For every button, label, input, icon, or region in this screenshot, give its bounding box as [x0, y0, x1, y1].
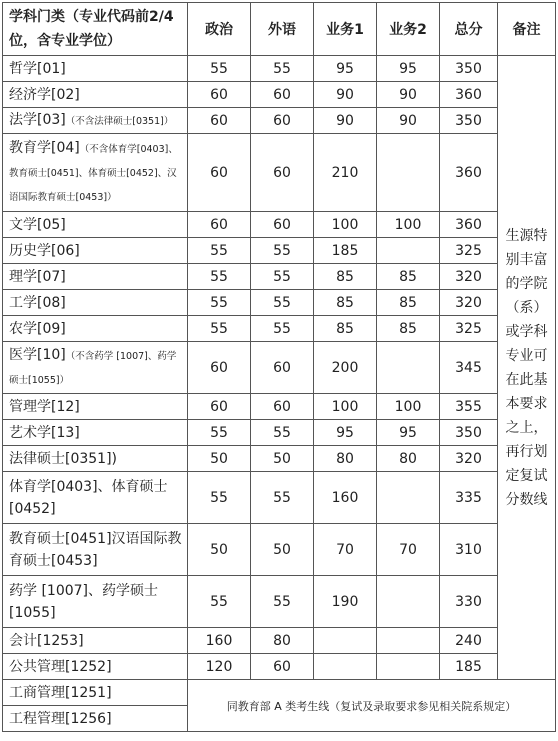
business-1-cell: 90 [314, 108, 377, 134]
politics-cell: 55 [188, 290, 251, 316]
business-1-cell: 85 [314, 264, 377, 290]
score-table-container [2, 2, 556, 732]
business-2-cell [377, 576, 440, 628]
business-1-cell: 190 [314, 576, 377, 628]
subject-label: 会计[1253] [9, 632, 84, 649]
foreign-cell: 60 [251, 342, 314, 394]
total-cell: 320 [440, 264, 498, 290]
business-1-cell: 100 [314, 394, 377, 420]
subject-label: 教育学[04] [9, 139, 80, 156]
foreign-cell: 55 [251, 290, 314, 316]
total-cell: 185 [440, 654, 498, 680]
subject-cell [3, 420, 188, 446]
total-cell: 240 [440, 628, 498, 654]
subject-cell [3, 56, 188, 82]
foreign-cell: 60 [251, 82, 314, 108]
total-cell: 325 [440, 316, 498, 342]
politics-cell: 55 [188, 420, 251, 446]
remark-cell: 生源特别丰富的学院（系）或学科专业可在此基本要求之上，再行划定复试分数线 [498, 56, 556, 680]
table-row [3, 420, 556, 446]
subject-label: 艺术学[13] [9, 424, 80, 441]
subject-label: 公共管理[1252] [9, 658, 112, 675]
foreign-cell: 80 [251, 628, 314, 654]
politics-cell: 55 [188, 316, 251, 342]
subject-cell [3, 316, 188, 342]
business-1-cell: 90 [314, 82, 377, 108]
subject-label: 农学[09] [9, 320, 66, 337]
total-cell: 320 [440, 446, 498, 472]
foreign-cell: 55 [251, 472, 314, 524]
foreign-cell: 55 [251, 576, 314, 628]
business-1-cell: 70 [314, 524, 377, 576]
table-row [3, 628, 556, 654]
business-1-cell [314, 628, 377, 654]
total-cell: 335 [440, 472, 498, 524]
table-row [3, 212, 556, 238]
business-2-cell: 70 [377, 524, 440, 576]
business-2-cell [377, 238, 440, 264]
business-2-cell: 100 [377, 212, 440, 238]
business-2-cell: 90 [377, 82, 440, 108]
subject-cell [3, 290, 188, 316]
table-row [3, 472, 556, 524]
subject-label: 法律硕士[0351]) [9, 450, 118, 467]
table-row [3, 134, 556, 212]
politics-cell: 60 [188, 394, 251, 420]
footer-subject-cell: 工程管理[1256] [3, 706, 188, 732]
subject-cell [3, 82, 188, 108]
subject-cell [3, 134, 188, 212]
table-row [3, 576, 556, 628]
subject-cell [3, 238, 188, 264]
business-2-cell [377, 134, 440, 212]
table-row [3, 238, 556, 264]
subject-label: 管理学[12] [9, 398, 80, 415]
header-politics: 政治 [188, 3, 251, 56]
business-2-cell: 80 [377, 446, 440, 472]
politics-cell: 60 [188, 342, 251, 394]
foreign-cell: 55 [251, 420, 314, 446]
subject-label: 理学[07] [9, 268, 66, 285]
subject-cell [3, 212, 188, 238]
table-row [3, 524, 556, 576]
foreign-cell: 60 [251, 394, 314, 420]
header-business-1: 业务1 [314, 3, 377, 56]
business-2-cell: 95 [377, 56, 440, 82]
subject-label: 法学[03] [9, 111, 66, 128]
subject-cell [3, 108, 188, 134]
total-cell: 350 [440, 56, 498, 82]
subject-label: 经济学[02] [9, 86, 80, 103]
politics-cell: 55 [188, 56, 251, 82]
header-remark: 备注 [498, 3, 556, 56]
business-2-cell [377, 654, 440, 680]
subject-cell [3, 628, 188, 654]
politics-cell: 55 [188, 264, 251, 290]
total-cell: 330 [440, 576, 498, 628]
politics-cell: 160 [188, 628, 251, 654]
header-total: 总分 [440, 3, 498, 56]
business-1-cell [314, 654, 377, 680]
subject-label: 文学[05] [9, 216, 66, 233]
foreign-cell: 60 [251, 108, 314, 134]
total-cell: 360 [440, 82, 498, 108]
foreign-cell: 60 [251, 654, 314, 680]
foreign-cell: 50 [251, 524, 314, 576]
total-cell: 360 [440, 134, 498, 212]
table-row [3, 654, 556, 680]
subject-cell [3, 342, 188, 394]
business-2-cell: 85 [377, 316, 440, 342]
subject-cell [3, 524, 188, 576]
subject-label: 工学[08] [9, 294, 66, 311]
subject-note: （不含法律硕士[0351]） [65, 115, 174, 127]
table-row [3, 394, 556, 420]
business-1-cell: 95 [314, 56, 377, 82]
total-cell: 325 [440, 238, 498, 264]
business-2-cell [377, 342, 440, 394]
politics-cell: 55 [188, 238, 251, 264]
politics-cell: 60 [188, 134, 251, 212]
subject-cell [3, 472, 188, 524]
foreign-cell: 50 [251, 446, 314, 472]
politics-cell: 55 [188, 472, 251, 524]
table-row [3, 264, 556, 290]
subject-label: 历史学[06] [9, 242, 80, 259]
politics-cell: 50 [188, 524, 251, 576]
total-cell: 355 [440, 394, 498, 420]
politics-cell: 60 [188, 212, 251, 238]
business-1-cell: 185 [314, 238, 377, 264]
foreign-cell: 55 [251, 238, 314, 264]
foreign-cell: 55 [251, 56, 314, 82]
business-2-cell: 100 [377, 394, 440, 420]
table-row [3, 56, 556, 82]
business-1-cell: 210 [314, 134, 377, 212]
header-subject: 学科门类（专业代码前2/4位，含专业学位） [3, 3, 188, 56]
table-row [3, 82, 556, 108]
table-row [3, 290, 556, 316]
business-1-cell: 80 [314, 446, 377, 472]
politics-cell: 120 [188, 654, 251, 680]
table-row [3, 342, 556, 394]
subject-cell [3, 654, 188, 680]
subject-label: 教育硕士[0451]汉语国际教育硕士[0453] [9, 530, 182, 569]
business-2-cell: 90 [377, 108, 440, 134]
business-2-cell: 95 [377, 420, 440, 446]
subject-label: 体育学[0403]、体育硕士[0452] [9, 478, 168, 517]
subject-note: （不含药学 [1007]、药学硕士[1055]） [9, 350, 177, 386]
subject-cell [3, 446, 188, 472]
table-row [3, 108, 556, 134]
total-cell: 360 [440, 212, 498, 238]
foreign-cell: 55 [251, 264, 314, 290]
business-1-cell: 85 [314, 316, 377, 342]
politics-cell: 55 [188, 576, 251, 628]
header-row [3, 3, 556, 56]
score-table [2, 2, 556, 732]
business-2-cell: 85 [377, 264, 440, 290]
business-2-cell [377, 472, 440, 524]
total-cell: 350 [440, 108, 498, 134]
subject-note: （不含体育学[0403]、教育硕士[0451]、体育硕士[0452]、汉语国际教育硕士[0453]） [9, 143, 178, 203]
total-cell: 320 [440, 290, 498, 316]
footer-row [3, 680, 556, 706]
foreign-cell: 60 [251, 212, 314, 238]
subject-cell [3, 394, 188, 420]
total-cell: 350 [440, 420, 498, 446]
footer-subject-cell: 工商管理[1251] [3, 680, 188, 706]
business-1-cell: 100 [314, 212, 377, 238]
foreign-cell: 55 [251, 316, 314, 342]
total-cell: 345 [440, 342, 498, 394]
subject-label: 医学[10] [9, 346, 66, 363]
header-foreign-language: 外语 [251, 3, 314, 56]
total-cell: 310 [440, 524, 498, 576]
table-row [3, 316, 556, 342]
table-row [3, 446, 556, 472]
subject-cell [3, 264, 188, 290]
business-1-cell: 160 [314, 472, 377, 524]
header-business-2: 业务2 [377, 3, 440, 56]
subject-label: 哲学[01] [9, 60, 66, 77]
foreign-cell: 60 [251, 134, 314, 212]
business-1-cell: 85 [314, 290, 377, 316]
business-2-cell [377, 628, 440, 654]
politics-cell: 60 [188, 82, 251, 108]
business-2-cell: 85 [377, 290, 440, 316]
politics-cell: 50 [188, 446, 251, 472]
business-1-cell: 95 [314, 420, 377, 446]
subject-label: 药学 [1007]、药学硕士[1055] [9, 582, 159, 621]
subject-cell [3, 576, 188, 628]
politics-cell: 60 [188, 108, 251, 134]
footer-note-cell: 同教育部 A 类考生线（复试及录取要求参见相关院系规定） [188, 680, 556, 732]
business-1-cell: 200 [314, 342, 377, 394]
